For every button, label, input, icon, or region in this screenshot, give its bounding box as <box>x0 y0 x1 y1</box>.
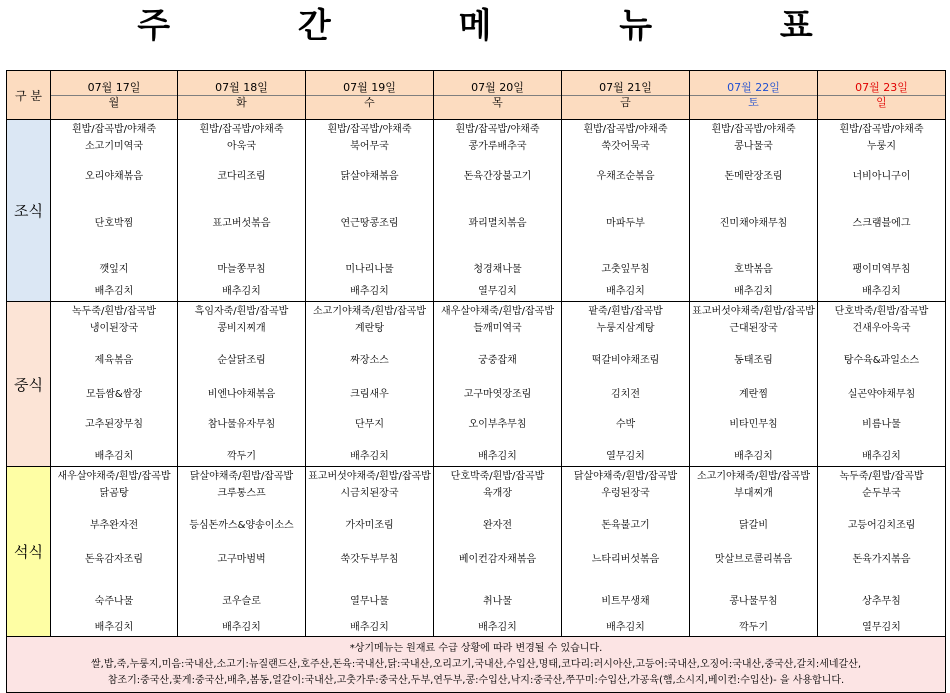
menu-cell <box>818 467 946 637</box>
menu-item: 탕수육&과일소스 <box>843 355 920 366</box>
day-date: 07월 23일 <box>818 81 945 96</box>
menu-item: 배추김치 <box>734 286 773 297</box>
menu-item: 배추김치 <box>734 451 773 462</box>
menu-item: 부대찌개 <box>734 488 773 499</box>
menu-item: 고등어김치조림 <box>847 520 916 531</box>
origin-notes <box>7 637 946 693</box>
menu-item: 닭살야채죽/흰밥/잡곡밥 <box>573 471 678 482</box>
menu-cell <box>562 302 690 467</box>
menu-item: 새우살야채죽/흰밥/잡곡밥 <box>57 471 171 482</box>
menu-item: 녹두죽/흰밥/잡곡밥 <box>839 471 924 482</box>
menu-item: 짜장소스 <box>350 355 389 366</box>
menu-cell <box>306 120 434 302</box>
menu-item: 배추김치 <box>350 451 389 462</box>
menu-item: 우채조순볶음 <box>596 171 655 182</box>
menu-item: 등심돈까스&양송이소스 <box>189 520 294 531</box>
day-weekday: 토 <box>748 96 759 109</box>
menu-cell <box>178 467 306 637</box>
menu-item: 표고버섯볶음 <box>212 218 271 229</box>
day-date: 07월 21일 <box>562 81 689 96</box>
menu-item: 콩나물무침 <box>729 596 778 607</box>
menu-item: 부추완자전 <box>89 520 139 531</box>
menu-cell <box>818 120 946 302</box>
menu-item: 돈육간장불고기 <box>463 171 532 182</box>
menu-item: 고구마엿장조림 <box>463 389 532 400</box>
menu-item: 동태조림 <box>734 355 773 366</box>
menu-cell <box>562 467 690 637</box>
menu-item: 가자미조림 <box>345 520 394 531</box>
menu-item: 마늘쫑무침 <box>217 264 266 275</box>
meal-label-dinner: 석식 <box>7 467 51 637</box>
menu-item: 코우슬로 <box>222 596 261 607</box>
menu-item: 모듬쌈&쌈장 <box>85 389 143 400</box>
menu-item: 계란탕 <box>355 323 384 334</box>
menu-item: 배추김치 <box>94 451 134 462</box>
menu-item: 닭살야채볶음 <box>340 171 399 182</box>
menu-item: 고구마범벅 <box>217 554 266 565</box>
menu-item: 돈메란장조림 <box>724 171 783 182</box>
menu-item: 돈육감자조림 <box>85 554 143 565</box>
menu-item: 쑥갓두부무침 <box>340 554 399 565</box>
meal-label-breakfast: 조식 <box>7 120 51 302</box>
menu-item: 배추김치 <box>350 622 389 633</box>
menu-item: 배추김치 <box>350 286 389 297</box>
menu-table <box>6 70 946 693</box>
day-header <box>306 71 434 120</box>
day-weekday: 금 <box>620 96 631 109</box>
menu-item: 닭갈비 <box>739 520 768 531</box>
menu-item: 흑임자죽/흰밥/잡곡밥 <box>194 306 289 317</box>
menu-item: 표고버섯야채죽/흰밥/잡곡밥 <box>692 306 815 317</box>
menu-item: 실곤약야채무침 <box>847 389 916 400</box>
day-weekday: 목 <box>492 96 503 109</box>
menu-item: 깍두기 <box>739 622 768 633</box>
menu-item: 냉이된장국 <box>89 323 139 334</box>
day-date: 07월 22일 <box>690 81 817 96</box>
menu-cell <box>434 467 562 637</box>
menu-cell <box>178 120 306 302</box>
menu-item: 김치전 <box>611 389 640 400</box>
breakfast-row <box>7 120 946 302</box>
menu-cell <box>690 302 818 467</box>
menu-item: 흰밥/잡곡밥/야채죽 <box>199 124 284 135</box>
menu-item: 연근땅콩조림 <box>340 218 399 229</box>
menu-cell <box>434 302 562 467</box>
menu-cell <box>306 467 434 637</box>
menu-item: 호박볶음 <box>734 264 773 275</box>
menu-item: 배추김치 <box>478 451 517 462</box>
menu-item: 미나리나물 <box>345 264 394 275</box>
menu-item: 배추김치 <box>222 622 261 633</box>
lunch-row <box>7 302 946 467</box>
menu-item: 계란찜 <box>739 389 768 400</box>
menu-item: 스크램블에그 <box>852 218 911 229</box>
menu-item: 베이컨감자채볶음 <box>458 554 537 565</box>
menu-item: 열무김치 <box>478 286 517 297</box>
menu-item: 너비아니구이 <box>852 171 911 182</box>
day-weekday: 수 <box>364 96 375 109</box>
menu-item: 흰밥/잡곡밥/야채죽 <box>583 124 668 135</box>
menu-item: 북어무국 <box>350 141 389 152</box>
day-header <box>818 71 946 120</box>
menu-item: 비타민무침 <box>729 419 778 430</box>
day-header <box>690 71 818 120</box>
menu-cell <box>690 120 818 302</box>
menu-cell <box>51 302 178 467</box>
menu-item: 오리야채볶음 <box>85 171 143 182</box>
menu-cell <box>434 120 562 302</box>
notes-row <box>7 637 946 693</box>
day-weekday: 화 <box>236 96 247 109</box>
menu-item: 녹두죽/흰밥/잡곡밥 <box>71 306 157 317</box>
meal-label-lunch: 중식 <box>7 302 51 467</box>
menu-item: 깻잎지 <box>99 264 129 275</box>
menu-item: 비트무생채 <box>601 596 650 607</box>
day-date: 07월 19일 <box>306 81 433 96</box>
menu-cell <box>51 467 178 637</box>
dinner-row <box>7 467 946 637</box>
menu-item: 들깨미역국 <box>473 323 522 334</box>
menu-item: 단무지 <box>355 419 384 430</box>
menu-cell <box>818 302 946 467</box>
menu-item: 닭곰탕 <box>99 488 129 499</box>
menu-cell <box>690 467 818 637</box>
menu-item: 크림새우 <box>350 389 389 400</box>
note-line: 참조기:중국산,꽃게:중국산,배추,봄동,얼갈이:국내산,고춧가루:중국산,두부,연두부,콩:수입산,낙지:중국산,쭈꾸미:수입산,가공육(햄,소시지,베이컨:수입산)- 을 사용합니다. <box>107 674 845 686</box>
menu-item: 콩나물국 <box>734 141 773 152</box>
menu-item: 배추김치 <box>94 286 134 297</box>
menu-item: 고춧잎무침 <box>601 264 650 275</box>
menu-item: 팥죽/흰밥/잡곡밥 <box>588 306 663 317</box>
menu-item: 비름나물 <box>862 419 901 430</box>
menu-item: 표고버섯야채죽/흰밥/잡곡밥 <box>308 471 431 482</box>
note-line: 쌀,밥,죽,누룽지,미음:국내산,소고기:뉴질랜드산,호주산,돈육:국내산,닭:국내산,오리고기,국내산,수입산,명태,코다리:러시아산,고등어:국내산,오징어:국내산,중국산,갈치:세네갈산, <box>90 658 862 670</box>
menu-item: 단호박찜 <box>94 218 134 229</box>
menu-item: 흰밥/잡곡밥/야채죽 <box>455 124 540 135</box>
menu-item: 맛살브로콜리볶음 <box>714 554 793 565</box>
menu-item: 근대된장국 <box>729 323 778 334</box>
day-header <box>178 71 306 120</box>
menu-item: 흰밥/잡곡밥/야채죽 <box>839 124 924 135</box>
menu-item: 돈육불고기 <box>601 520 650 531</box>
menu-item: 열무김치 <box>606 451 645 462</box>
menu-item: 누룽지삼계탕 <box>596 323 655 334</box>
menu-item: 배추김치 <box>606 286 645 297</box>
menu-item: 닭살야채죽/흰밥/잡곡밥 <box>189 471 294 482</box>
menu-item: 흰밥/잡곡밥/야채죽 <box>327 124 412 135</box>
menu-item: 우렁된장국 <box>601 488 650 499</box>
menu-item: 쑥갓어묵국 <box>601 141 650 152</box>
menu-item: 오이부추무침 <box>468 419 527 430</box>
day-date: 07월 20일 <box>434 81 561 96</box>
menu-item: 수박 <box>615 419 636 430</box>
day-header <box>562 71 690 120</box>
menu-item: 크루통스프 <box>217 488 266 499</box>
menu-item: 취나물 <box>483 596 512 607</box>
menu-item: 소고기야채죽/흰밥/잡곡밥 <box>313 306 426 317</box>
menu-item: 소고기미역국 <box>85 141 143 152</box>
note-line: *상기메뉴는 원재료 수급 상황에 따라 변경될 수 있습니다. <box>349 642 603 654</box>
menu-item: 숙주나물 <box>94 596 134 607</box>
menu-item: 열무나물 <box>350 596 389 607</box>
menu-item: 느타리버섯볶음 <box>591 554 660 565</box>
day-date: 07월 17일 <box>51 81 177 96</box>
menu-item: 육개장 <box>483 488 512 499</box>
menu-item: 궁중잡채 <box>478 355 517 366</box>
menu-cell <box>51 120 178 302</box>
menu-item: 참나물유자무침 <box>207 419 276 430</box>
menu-item: 흰밥/잡곡밥/야채죽 <box>71 124 157 135</box>
menu-cell <box>306 302 434 467</box>
menu-item: 흰밥/잡곡밥/야채죽 <box>711 124 796 135</box>
menu-item: 콩비지찌개 <box>217 323 266 334</box>
day-header <box>51 71 178 120</box>
menu-item: 비엔나야채볶음 <box>207 389 276 400</box>
menu-item: 깍두기 <box>227 451 256 462</box>
menu-item: 청경채나물 <box>473 264 522 275</box>
menu-item: 열무김치 <box>862 622 901 633</box>
menu-cell <box>562 120 690 302</box>
menu-item: 시금치된장국 <box>340 488 399 499</box>
menu-item: 팽이미역무침 <box>852 264 911 275</box>
menu-item: 새우살야채죽/흰밥/잡곡밥 <box>441 306 554 317</box>
menu-item: 배추김치 <box>222 286 261 297</box>
menu-item: 소고기야채죽/흰밥/잡곡밥 <box>697 471 810 482</box>
menu-item: 배추김치 <box>862 286 901 297</box>
day-header <box>434 71 562 120</box>
menu-item: 진미채야채무침 <box>719 218 788 229</box>
menu-item: 꽈리멸치볶음 <box>468 218 527 229</box>
menu-item: 누룽지 <box>867 141 896 152</box>
menu-item: 순두부국 <box>862 488 901 499</box>
menu-item: 고추된장무침 <box>85 419 143 430</box>
menu-item: 단호박죽/흰밥/잡곡밥 <box>450 471 545 482</box>
menu-item: 순살닭조림 <box>217 355 266 366</box>
menu-item: 배추김치 <box>94 622 134 633</box>
menu-item: 떡갈비야채조림 <box>591 355 660 366</box>
page-title: 주 간 메 뉴 표 <box>137 6 871 46</box>
menu-item: 돈육가지볶음 <box>852 554 911 565</box>
menu-item: 코다리조림 <box>217 171 266 182</box>
menu-item: 마파두부 <box>606 218 645 229</box>
menu-item: 배추김치 <box>606 622 645 633</box>
menu-item: 배추김치 <box>478 622 517 633</box>
menu-item: 상추무침 <box>862 596 901 607</box>
menu-item: 단호박죽/흰밥/잡곡밥 <box>834 306 929 317</box>
day-weekday: 일 <box>876 96 887 109</box>
menu-cell <box>178 302 306 467</box>
menu-item: 완자전 <box>483 520 512 531</box>
corner-label: 구 분 <box>7 71 51 120</box>
menu-item: 콩가루배추국 <box>468 141 527 152</box>
day-weekday: 월 <box>108 96 120 109</box>
menu-item: 배추김치 <box>862 451 901 462</box>
day-date: 07월 18일 <box>178 81 305 96</box>
menu-item: 제육볶음 <box>94 355 134 366</box>
menu-item: 건새우아욱국 <box>852 323 911 334</box>
menu-item: 아욱국 <box>227 141 256 152</box>
